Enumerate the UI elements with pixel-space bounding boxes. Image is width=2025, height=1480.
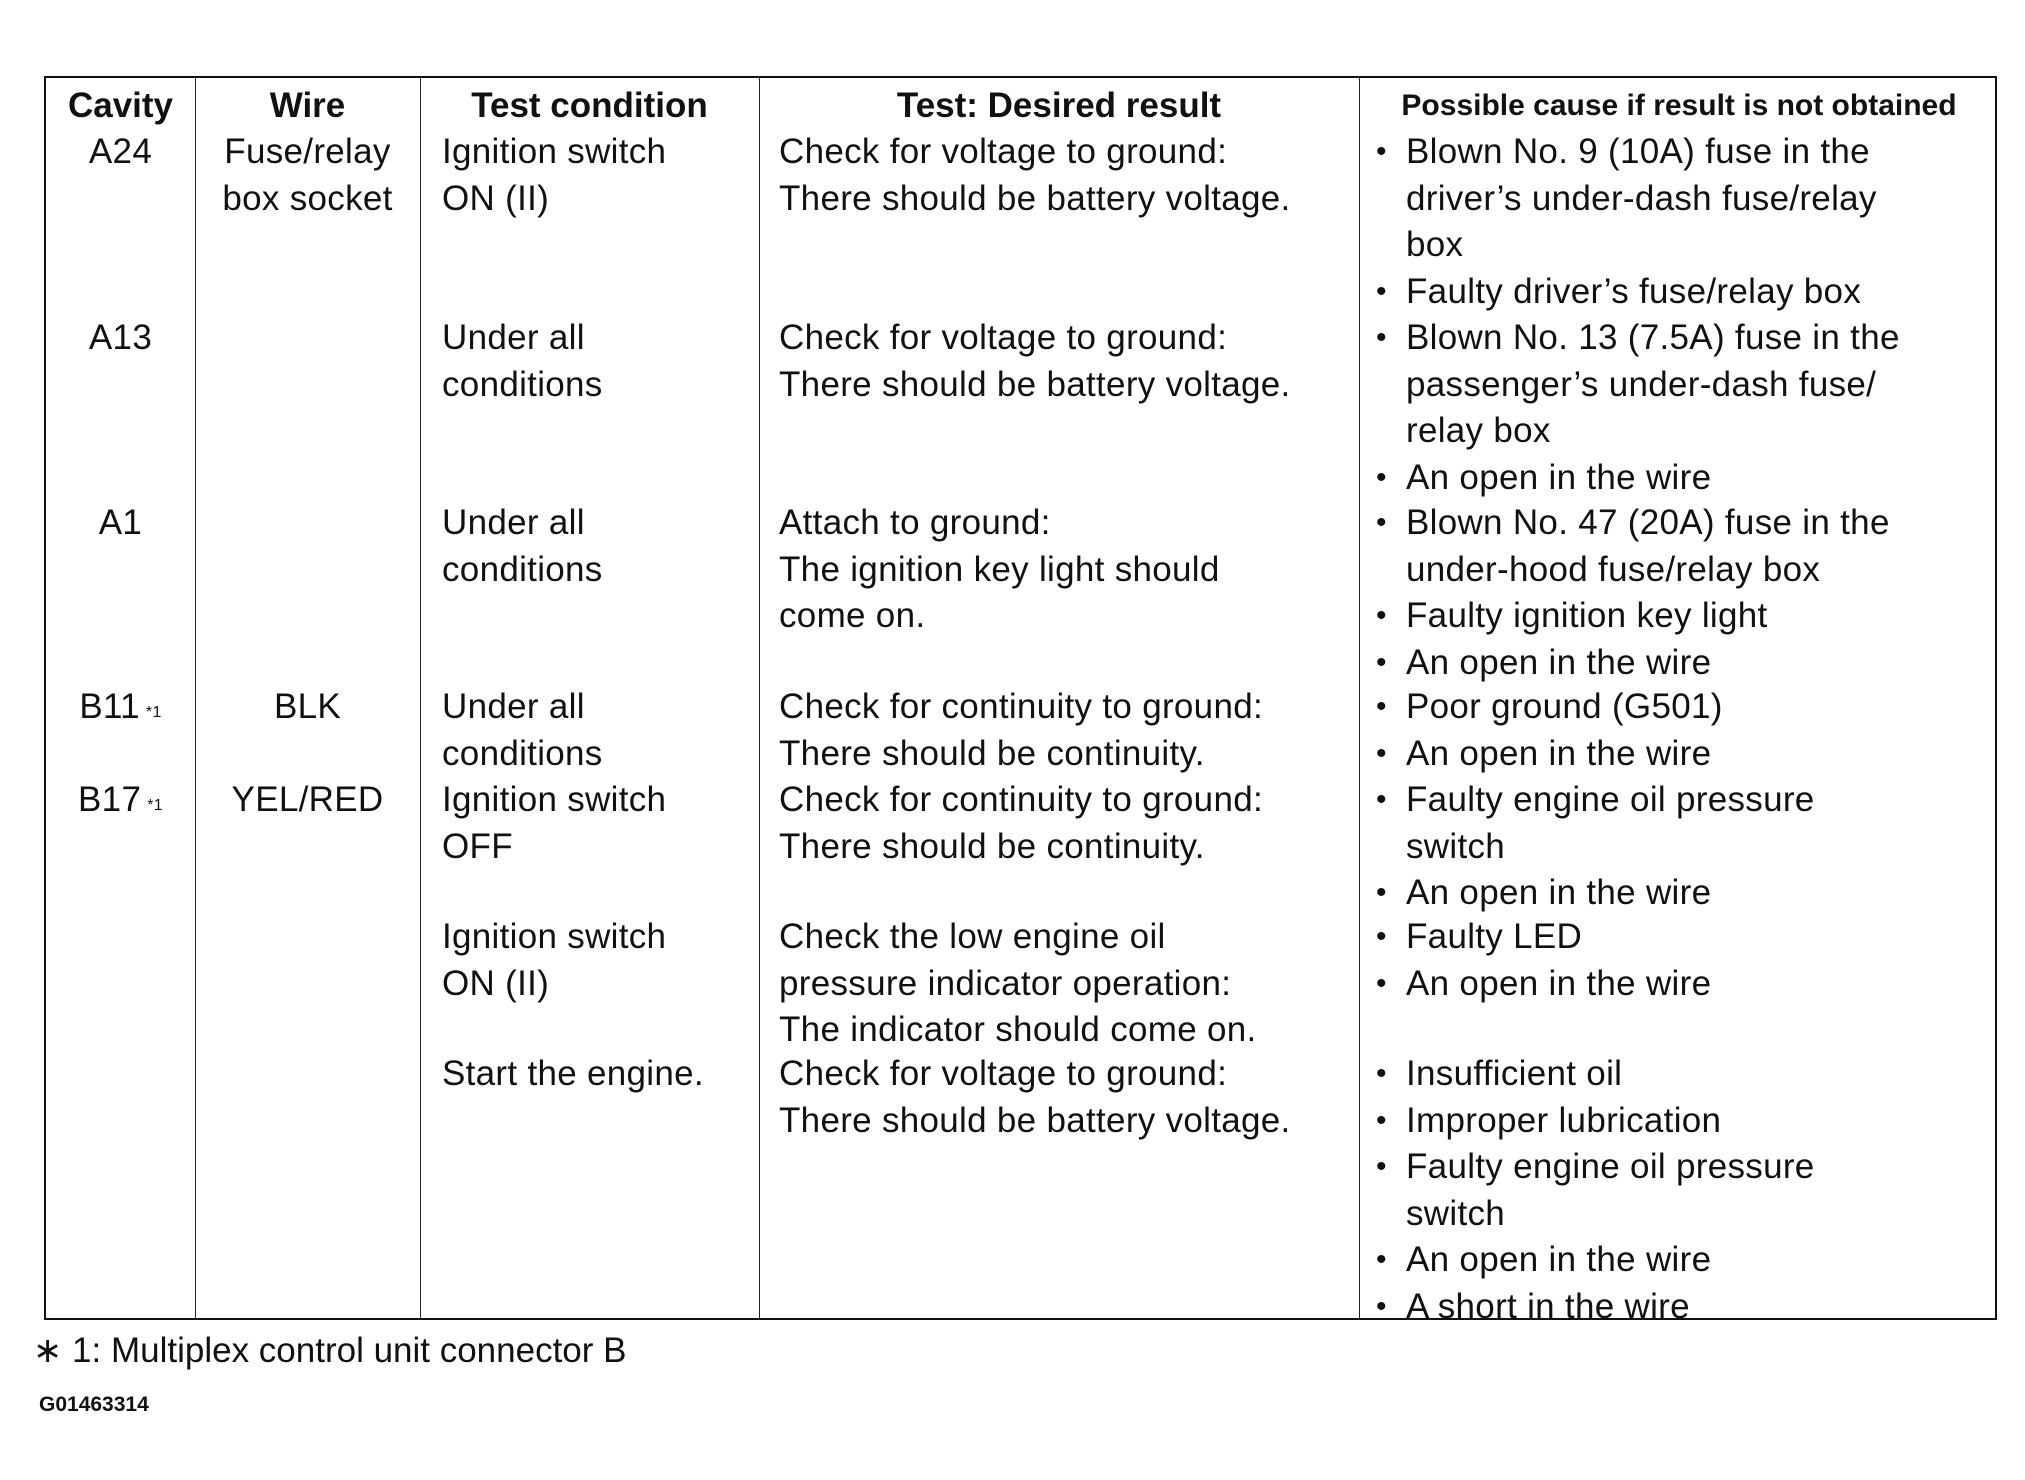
wire-cell: YEL/RED: [231, 780, 384, 819]
result-cell: Attach to ground: The ignition key light should come on.: [779, 503, 1220, 635]
cavity-cell: A13: [88, 318, 153, 357]
header-possible-cause: Possible cause if result is not obtained: [1401, 89, 1957, 122]
condition-cell: Ignition switch OFF: [442, 780, 667, 866]
condition-cell: Ignition switch ON (II): [442, 917, 667, 1003]
cause-cell: [1369, 777, 1815, 917]
cause-item: • Blown No. 13 (7.5A) fuse in the passenger’s under-dash fuse/ relay box: [1369, 315, 1900, 455]
cause-item: • An open in the wire: [1369, 731, 1723, 778]
column-divider: [1359, 78, 1360, 1318]
footnote-mark: *1: [147, 797, 163, 814]
column-divider: [420, 78, 421, 1318]
condition-cell: Ignition switch ON (II): [442, 132, 667, 218]
cause-item: • Faulty driver’s fuse/relay box: [1369, 269, 1877, 316]
cavity-cell: A1: [98, 503, 143, 542]
cause-item: • Blown No. 47 (20A) fuse in the under-hood fuse/relay box: [1369, 500, 1890, 593]
cause-item: • An open in the wire: [1369, 455, 1900, 502]
cause-cell: [1369, 129, 1877, 315]
cause-item: • Faulty engine oil pressure switch: [1369, 1144, 1815, 1237]
result-cell: Check the low engine oil pressure indicator operation: The indicator should come on.: [779, 917, 1257, 1049]
cause-item: • Improper lubrication: [1369, 1098, 1815, 1145]
cause-item: • Insufficient oil: [1369, 1051, 1815, 1098]
result-cell: Check for voltage to ground: There should be battery voltage.: [779, 1054, 1291, 1140]
cause-item: • An open in the wire: [1369, 870, 1815, 917]
header-wire: Wire: [269, 86, 346, 125]
cause-cell: [1369, 500, 1890, 686]
condition-cell: Under all conditions: [442, 318, 603, 404]
wire-cell: BLK: [273, 687, 342, 726]
cause-item: • Faulty LED: [1369, 914, 1711, 961]
cause-item: • Faulty engine oil pressure switch: [1369, 777, 1815, 870]
cause-cell: [1369, 684, 1723, 777]
footnote-mark: *1: [145, 704, 162, 721]
cause-item: • Poor ground (G501): [1369, 684, 1723, 731]
cause-item: • A short in the wire: [1369, 1284, 1815, 1331]
result-cell: Check for continuity to ground: There should be continuity.: [779, 780, 1264, 866]
column-divider: [759, 78, 760, 1318]
footnote: ∗ 1: Multiplex control unit connector B: [33, 1331, 627, 1370]
cavity-cell: B17 $^{*1}$: [78, 780, 163, 819]
condition-cell: Under all conditions: [442, 687, 603, 773]
wire-cell: Fuse/relay box socket: [222, 132, 393, 218]
result-cell: Check for voltage to ground: There should be battery voltage.: [779, 318, 1291, 404]
cavity-cell: A24: [88, 132, 153, 171]
cause-item: • An open in the wire: [1369, 640, 1890, 687]
condition-cell: Under all conditions: [442, 503, 603, 589]
cause-cell: [1369, 914, 1711, 1007]
condition-cell: Start the engine.: [442, 1054, 704, 1093]
result-cell: Check for continuity to ground: There should be continuity.: [779, 687, 1264, 773]
header-desired-result: Test: Desired result: [896, 86, 1222, 125]
cause-item: • Faulty ignition key light: [1369, 593, 1890, 640]
document-code: G01463314: [39, 1393, 149, 1416]
cause-item: • An open in the wire: [1369, 961, 1711, 1008]
cavity-cell: B11 $^{*1}$: [79, 687, 162, 726]
header-test-condition: Test condition: [471, 86, 708, 125]
cause-item: • An open in the wire: [1369, 1237, 1815, 1284]
diagnostic-table: [44, 76, 1997, 1326]
cause-cell: [1369, 1051, 1815, 1330]
cause-item: • Blown No. 9 (10A) fuse in the driver’s under-dash fuse/relay box: [1369, 129, 1877, 269]
cause-cell: [1369, 315, 1900, 501]
header-cavity: Cavity: [67, 86, 174, 125]
result-cell: Check for voltage to ground: There should be battery voltage.: [779, 132, 1291, 218]
